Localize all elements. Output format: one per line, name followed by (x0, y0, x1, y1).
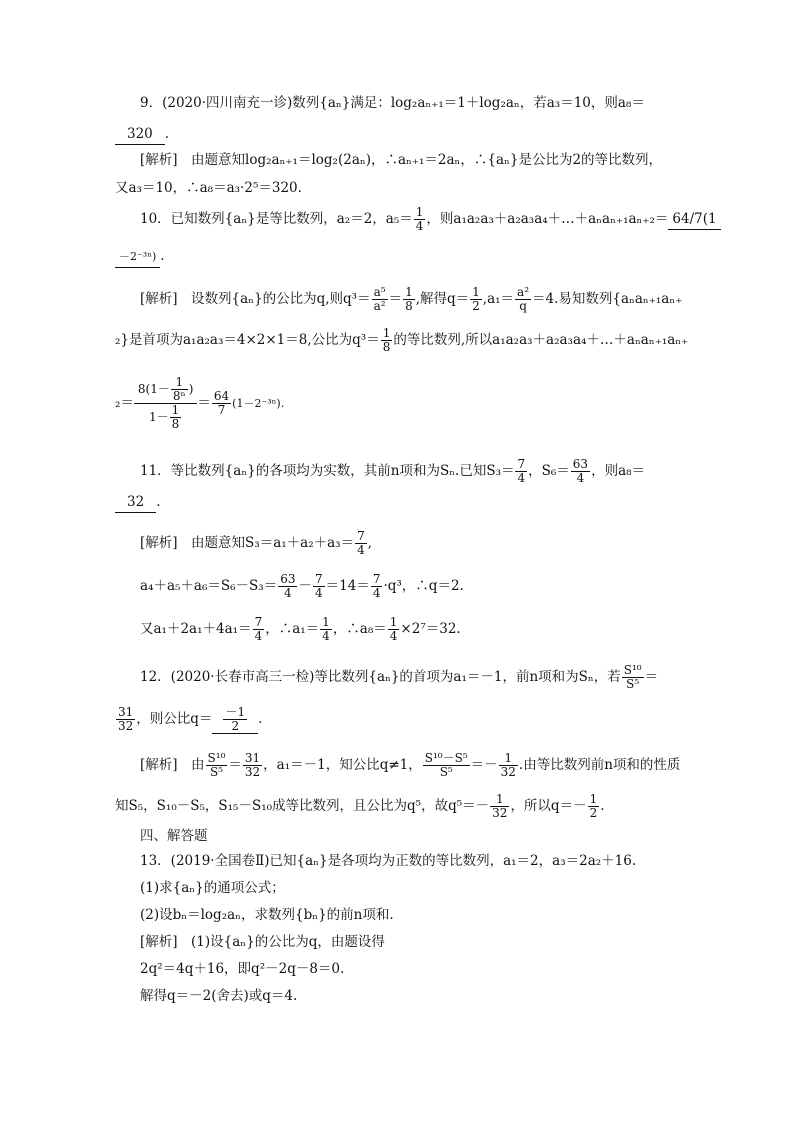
q11-text-a: 11．等比数列{aₙ}的各项均为实数，其前n项和为Sₙ.已知S₃＝ (140, 463, 515, 479)
q9-sol2: 又a₃＝10，∴a₈＝a₃·2⁵＝320. (115, 180, 302, 196)
q10-sol1b: ＝ (388, 291, 403, 307)
frac-s10ms5-s5: $\frac{\text{S¹⁰－S⁵}}{\text{S⁵}}$ (424, 751, 468, 779)
q13-line3 (140, 905, 690, 925)
frac-31-32b: $\frac{31}{32}$ (244, 751, 261, 779)
frac-64-7: $\frac{64}{7}$ (213, 389, 230, 417)
q12-sol2c: . (600, 798, 605, 814)
q12-text-a: 12．(2020·长春市高三一检)等比数列{aₙ}的首项为a₁＝－1，前n项和为Sₙ，若 (140, 669, 621, 685)
q12-sol1b: ＝ (228, 757, 242, 773)
q10-sol1c: ,解得q＝ (415, 291, 470, 307)
q11-solution-2 (140, 573, 690, 600)
q11-sol1b: , (367, 535, 373, 551)
q10-sol1e: ＝4.易知数列{aₙaₙ₊₁aₙ₊ (532, 291, 683, 307)
q13-text-2: (1)求{aₙ}的通项公式； (140, 880, 285, 896)
q11-sol3c: ，∴a₈＝ (332, 621, 387, 637)
q9-sol1: [解析] 由题意知log₂aₙ₊₁＝log₂(2aₙ)，∴aₙ₊₁＝2aₙ，∴{aₙ}是公比为2的等比数列， (140, 152, 663, 168)
q12-solution-1 (140, 752, 690, 779)
q9-line1 (140, 93, 690, 113)
q12-sol2b: ，所以q＝－ (510, 798, 587, 814)
frac-7-4d: $\frac{7}{4}$ (372, 572, 381, 600)
q12-text-b: ＝ (644, 669, 659, 685)
q10-sol1a: [解析] 设数列{aₙ}的公比为q,则q³＝ (140, 291, 371, 307)
frac-1-8: $\frac{1}{8}$ (405, 285, 413, 313)
q13-line1 (140, 851, 690, 871)
q10-sol3a: ₂＝ (115, 395, 134, 411)
frac-31-32: $\frac{31}{32}$ (118, 705, 134, 733)
q12-sol1a: [解析] 由 (140, 757, 205, 773)
q10-answer-part1: 64/7(1 (668, 209, 720, 230)
nested-fraction: 8(1－ $\frac{1}{\text{8ⁿ}}$ ) 1－ $\frac{1}{8}$ (134, 376, 197, 431)
q11-sol2a: a₄＋a₅＋a₆＝S₆－S₃＝ (140, 578, 278, 594)
frac-1-32: $\frac{1}{32}$ (500, 751, 516, 779)
q12-sol1d: ＝－ (470, 757, 498, 773)
frac-1-2b: $\frac{1}{2}$ (589, 792, 598, 820)
q11-solution-3 (140, 616, 690, 643)
frac-63-4: $\frac{63}{4}$ (572, 457, 589, 485)
frac-1-32b: $\frac{1}{32}$ (492, 792, 508, 820)
frac-63-4b: $\frac{63}{4}$ (280, 572, 296, 600)
q9-solution-2 (115, 178, 690, 198)
frac-s10-s5b: $\frac{\text{S¹⁰}}{\text{S⁵}}$ (207, 751, 226, 779)
q12-line1 (140, 664, 690, 691)
q10-solution-2 (115, 327, 690, 354)
q9-solution-1 (140, 150, 690, 170)
q12-answer: $\frac{-1}{2}$ (212, 706, 258, 734)
q10-sol3b: ＝ (197, 395, 211, 411)
q10-text-b: ，则a₁a₂a₃＋a₂a₃a₄＋…＋aₙaₙ₊₁aₙ₊₂＝ (426, 211, 669, 227)
q13-text-3: (2)设bₙ＝log₂aₙ，求数列{bₙ}的前n项和. (140, 907, 394, 923)
q11-line1 (140, 458, 690, 485)
q11-sol3a: 又a₁＋2a₁＋4a₁＝ (140, 621, 252, 637)
frac-a2-q: $\frac{\text{a²}}{q}$ (517, 285, 530, 313)
q10-text-a: 10．已知数列{aₙ}是等比数列，a₂＝2，a₅＝ (140, 211, 413, 227)
q12-text-c: ，则公比q＝ (136, 711, 213, 727)
q11-sol1a: [解析] 由题意知S₃＝a₁＋a₂＋a₃＝ (140, 535, 355, 551)
q13-line2 (140, 878, 690, 898)
q10-line1 (140, 205, 717, 233)
frac-7-4e: $\frac{7}{4}$ (254, 615, 263, 643)
q13-solution-2 (140, 959, 690, 979)
q13-sol1: [解析] (1)设{aₙ}的公比为q，由题设得 (140, 934, 385, 950)
frac-s10-s5: $\frac{\text{S¹⁰}}{\text{S⁵}}$ (623, 663, 642, 691)
q12-sol2a: 知S₅，S₁₀－S₅，S₁₅－S₁₀成等比数列，且公比为q⁵，故q⁵＝－ (115, 798, 490, 814)
q13-solution-1 (140, 932, 690, 952)
q11-sol3b: ，∴a₁＝ (265, 621, 320, 637)
frac-a5-a2: $\frac{\text{a⁵}}{\text{a²}}$ (373, 285, 386, 313)
q12-sol1c: ，a₁＝－1，知公比q≠1， (263, 757, 422, 773)
q12-solution-2 (115, 793, 690, 820)
q10-solution-1 (140, 286, 690, 313)
q12-line2: $\frac{31}{32}$ ，则公比q＝ $\frac{-1}{2}$ . (118, 705, 263, 733)
q13-text-1: 13．(2019·全国卷Ⅱ)已知{aₙ}是各项均为正数的等比数列，a₁＝2，a₃＝2a₂＋16. (140, 853, 637, 869)
q11-sol2d: ·q³，∴q＝2. (383, 578, 464, 594)
q11-sol3d: ×2⁷＝32. (400, 621, 461, 637)
frac-7-4c: $\frac{7}{4}$ (314, 572, 323, 600)
section-4-title: 四、解答题 (140, 828, 208, 844)
q9-answer-line: 320 . (115, 124, 690, 145)
frac-1-4c: $\frac{1}{4}$ (389, 615, 398, 643)
q10-answer-part2: －2⁻³ⁿ) (115, 247, 160, 268)
q10-sol2a: ₂}是首项为a₁a₂a₃＝4×2×1＝8,公比为q³＝ (115, 332, 380, 348)
frac-1-8b: $\frac{1}{8}$ (382, 326, 391, 354)
q11-sol2b: － (298, 578, 312, 594)
q10-sol3c: (1－2⁻³ⁿ). (232, 397, 285, 410)
q10-solution-3 (115, 376, 690, 431)
q11-text-b: ，S₆＝ (528, 463, 570, 479)
q11-text-c: ，则a₈＝ (591, 463, 646, 479)
q9-answer: 320 (115, 124, 165, 145)
q11-solution-1 (140, 530, 690, 557)
q10-sol2b: 的等比数列,所以a₁a₂a₃＋a₂a₃a₄＋…＋aₙaₙ₊₁aₙ₊ (393, 332, 689, 348)
q11-sol2c: ＝14＝ (325, 578, 370, 594)
q11-answer-line: 32 . (115, 492, 690, 513)
frac-7-4b: $\frac{7}{4}$ (357, 529, 365, 557)
q11-answer: 32 (115, 492, 156, 513)
section-heading (140, 826, 690, 846)
q10-answer-line2: －2⁻³ⁿ) . (115, 246, 690, 268)
q12-sol1e: .由等比数列前n项和的性质 (518, 757, 681, 773)
q13-sol2: 2q²＝4q＋16，即q²－2q－8＝0. (140, 961, 345, 977)
frac-7-4: $\frac{7}{4}$ (517, 457, 526, 485)
q13-sol3: 解得q＝－2(舍去)或q＝4. (140, 988, 298, 1004)
q10-sol1d: ,a₁＝ (482, 291, 515, 307)
q13-solution-3 (140, 986, 690, 1006)
frac-1-2: $\frac{1}{2}$ (472, 285, 480, 313)
frac-1-4: $\frac{1}{4}$ (415, 205, 424, 233)
frac-1-4b: $\frac{1}{4}$ (322, 615, 330, 643)
q9-text: 9．(2020·四川南充一诊)数列{aₙ}满足：log₂aₙ₊₁＝1＋log₂aₙ，若a₃＝10，则a₈＝ (140, 95, 645, 111)
